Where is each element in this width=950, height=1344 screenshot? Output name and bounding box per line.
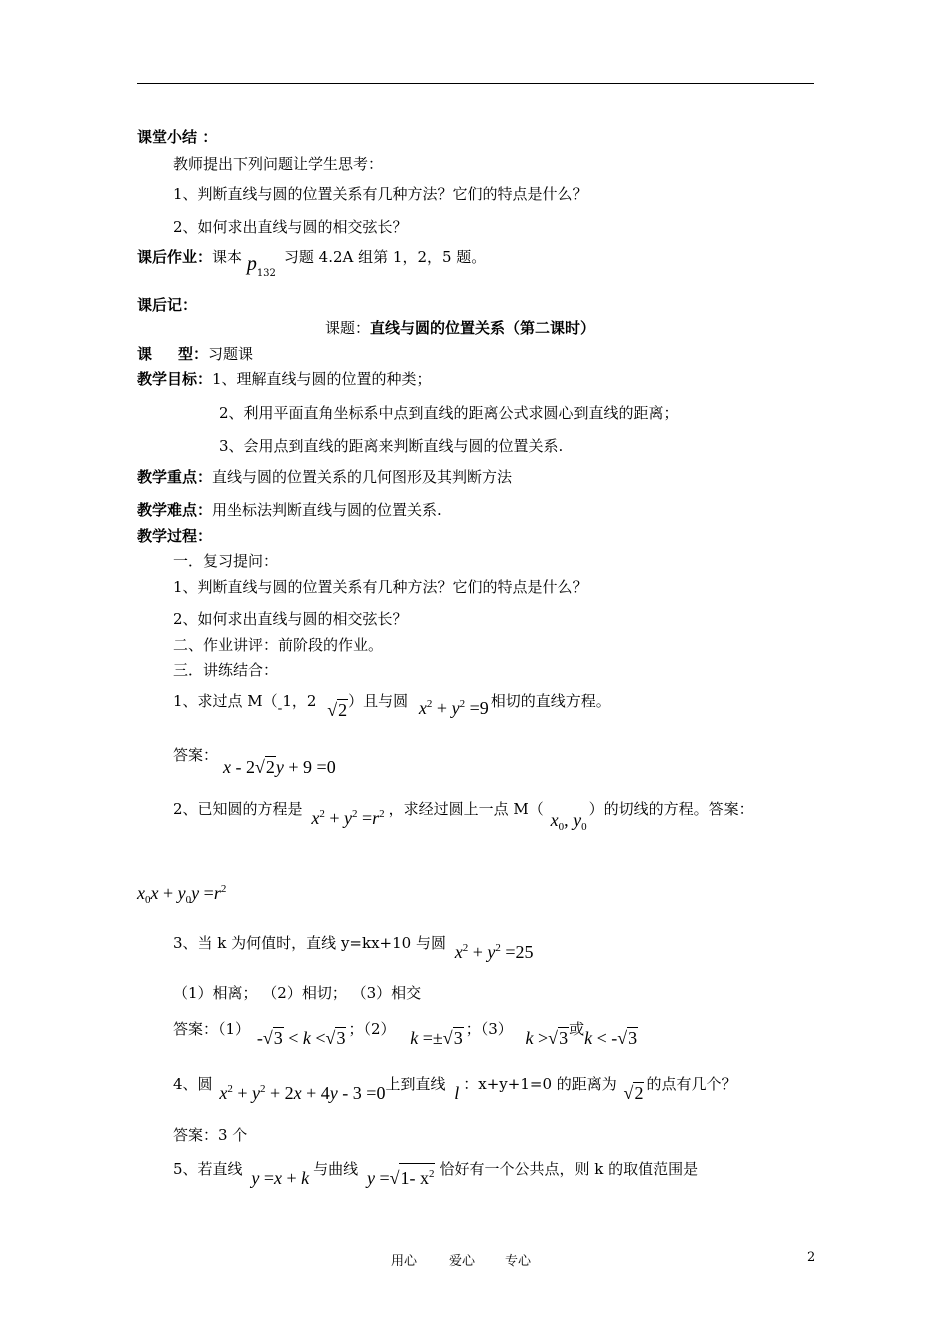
- problem-3-circle-eq: $x^2 + y^2 =25$: [454, 942, 534, 962]
- problem-2: [173, 794, 754, 833]
- problem-4-text-d: 的点有几个？: [646, 1075, 737, 1093]
- lesson-type: [137, 344, 253, 364]
- problem-3-text-a: 3、当 k 为何值时，直线 y=kx+10 与圆: [173, 934, 446, 952]
- problem-4-circle-eq: $x^2 + y^2 + 2x + 4y - 3 =0$: [219, 1083, 386, 1103]
- lesson-difficulty-value: 用坐标法判断直线与圆的位置关系.: [212, 501, 442, 519]
- header-rule: [137, 83, 814, 84]
- lesson-goal-2: 2、利用平面直角坐标系中点到直线的距离公式求圆心到直线的距离；: [219, 404, 679, 422]
- problem-4-answer: 答案：3 个: [173, 1126, 248, 1144]
- problem-3-answer-1: -√3 < k <√3: [256, 1028, 346, 1048]
- problem-1-answer: x - 2√2y + 9 =0: [223, 757, 336, 777]
- lesson-goals-label: 教学目标：: [137, 370, 213, 388]
- homework-prefix: 课本: [212, 248, 243, 266]
- problem-5-curve-eq: y =√1- $x^2$: [367, 1168, 436, 1188]
- problem-3-answer-3a: k >√3: [525, 1028, 569, 1048]
- homework-suffix: 习题 4.2A 组第 1，2，5 题。: [283, 248, 487, 266]
- problem-2-text-b: ，求经过圆上一点 M（: [388, 800, 544, 818]
- problem-5-text-a: 5、若直线: [173, 1160, 243, 1178]
- problem-2-text-a: 2、已知圆的方程是: [173, 800, 303, 818]
- lesson-goal-3: 3、会用点到直线的距离来判断直线与圆的位置关系.: [219, 437, 564, 455]
- problem-3-options: （1）相离； （2）相切； （3）相交: [173, 984, 422, 1002]
- problem-1-answer-label: 答案：: [173, 746, 219, 764]
- problem-1-minus: -: [277, 701, 283, 716]
- lesson-type-value: 习题课: [208, 345, 254, 363]
- lesson-key-row: [137, 467, 512, 487]
- problem-1-text-a: 1、求过点 M（: [173, 692, 278, 710]
- homework-line: [137, 246, 487, 279]
- problem-3: [173, 928, 534, 962]
- problem-3-answer-label: 答案：: [173, 1020, 219, 1038]
- footer-motto-2: 爱心: [449, 1254, 476, 1269]
- homework-review: 二、作业讲评：前阶段的作业。: [173, 636, 384, 654]
- lesson-title-prefix: 课题：: [325, 319, 371, 337]
- review-title: 一．复习提问：: [173, 552, 279, 570]
- summary-intro: 教师提出下列问题让学生思考：: [173, 155, 384, 173]
- problem-3-answer-2: k =±√3: [410, 1028, 463, 1048]
- lesson-key-value: 直线与圆的位置关系的几何图形及其判断方法: [212, 468, 513, 486]
- lesson-goal-1: 1、理解直线与圆的位置的种类；: [212, 370, 432, 388]
- problem-4-text-a: 4、圆: [173, 1075, 213, 1093]
- summary-question-1: 1、判断直线与圆的位置关系有几种方法？它们的特点是什么？: [173, 185, 588, 203]
- summary-title: 课堂小结 ：: [137, 128, 218, 146]
- problem-3-answer-2-label: ；（2）: [348, 1020, 396, 1038]
- problem-5-line-eq: y =x + k: [251, 1168, 310, 1188]
- problem-1-sqrt2: √2: [327, 700, 348, 720]
- footer-motto-3: 专心: [505, 1254, 532, 1269]
- problem-4: [173, 1069, 737, 1103]
- lesson-title: [325, 318, 595, 338]
- problem-4-sqrt2: √2: [623, 1083, 644, 1103]
- footer-motto-1: 用心: [391, 1254, 418, 1269]
- lesson-key-label: 教学重点：: [137, 468, 213, 486]
- practice-title: 三．讲练结合：: [173, 661, 279, 679]
- lesson-type-label-1: 课: [137, 345, 153, 363]
- problem-2-text-c: ）的切线的方程。答案：: [588, 800, 754, 818]
- problem-1-text-d: 相切的直线方程。: [490, 692, 611, 710]
- homework-label: 课后作业：: [137, 248, 213, 266]
- lesson-title-text: 直线与圆的位置关系（第二课时）: [370, 319, 596, 337]
- problem-1-circle-eq: $x^2 + y^2 =9$: [418, 698, 489, 718]
- problem-2-circle-eq: $x^2 + y^2 =r^2$: [311, 808, 385, 828]
- problem-2-point: $x_0$, $y_0$: [550, 810, 587, 833]
- lesson-process-label: 教学过程：: [137, 527, 213, 545]
- lesson-difficulty-row: [137, 500, 442, 520]
- page-number: 2: [807, 1250, 816, 1265]
- problem-3-answer-1-label: （1）: [218, 1020, 251, 1038]
- lesson-difficulty-label: 教学难点：: [137, 501, 213, 519]
- homework-page-var: p: [246, 253, 257, 275]
- problem-1: [173, 686, 611, 720]
- summary-question-2: 2、如何求出直线与圆的相交弦长？: [173, 218, 408, 236]
- problem-1-text-b: 1，2: [282, 692, 317, 710]
- problem-4-text-c: ：x+y+1=0 的距离为: [463, 1075, 617, 1093]
- problem-4-line-l: l: [454, 1083, 460, 1103]
- problem-5: [173, 1153, 699, 1188]
- review-question-2: 2、如何求出直线与圆的相交弦长？: [173, 610, 408, 628]
- afterword-label: 课后记：: [137, 296, 198, 314]
- lesson-type-label-2: 型：: [178, 345, 209, 363]
- problem-5-text-b: 与曲线: [313, 1160, 359, 1178]
- review-question-1: 1、判断直线与圆的位置关系有几种方法？它们的特点是什么？: [173, 578, 588, 596]
- problem-3-answer: [173, 1017, 638, 1048]
- homework-page-num: 132: [256, 268, 276, 279]
- problem-2-answer: $x_0x + y_0y =r^2$: [137, 883, 227, 906]
- problem-3-answer-3-label: ；（3）: [465, 1020, 513, 1038]
- problem-3-answer-or: 或: [569, 1020, 585, 1038]
- problem-1-text-c: ）且与圆: [348, 692, 409, 710]
- lesson-goals-row: [137, 369, 432, 389]
- problem-5-text-c: 恰好有一个公共点，则 k 的取值范围是: [439, 1160, 699, 1178]
- problem-3-answer-3b: k < -√3: [584, 1028, 638, 1048]
- problem-4-text-b: 上到直线: [385, 1075, 446, 1093]
